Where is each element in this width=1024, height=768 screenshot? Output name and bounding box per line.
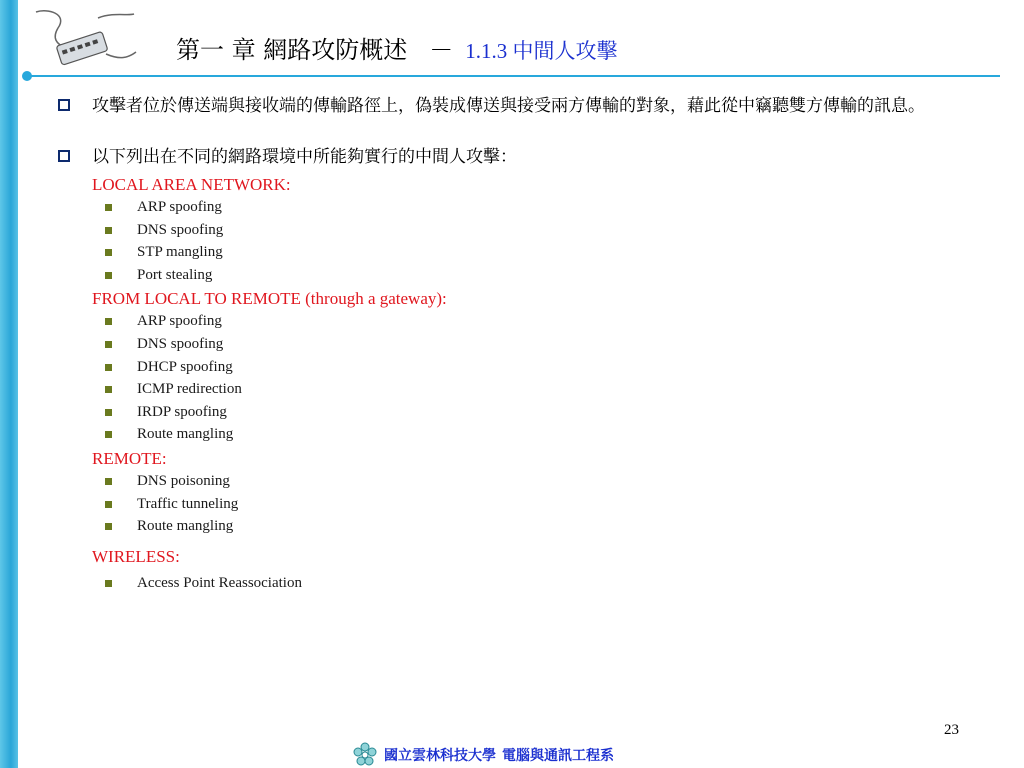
list-item <box>137 241 996 264</box>
list-item-text: Access Point Reassociation <box>137 574 302 591</box>
header-divider-dot <box>22 71 32 81</box>
square-bullet-icon <box>105 364 112 371</box>
list-item <box>137 310 996 333</box>
title-dash: － <box>429 36 454 64</box>
section-heading-lan: LOCAL AREA NETWORK: <box>92 175 291 194</box>
list-item-text: DHCP spoofing <box>137 358 233 375</box>
hollow-square-bullet-icon <box>58 150 70 162</box>
list-item-text: Traffic tunneling <box>137 495 239 512</box>
list-item-text: STP mangling <box>137 244 223 261</box>
list-item-text: DNS spoofing <box>137 221 224 238</box>
list-item-text: Route mangling <box>137 426 234 443</box>
list-item <box>137 423 996 446</box>
slide-content <box>56 92 996 594</box>
list-item-text: Port stealing <box>137 266 213 283</box>
square-bullet-icon <box>105 318 112 325</box>
section-heading-remote: REMOTE: <box>92 448 167 468</box>
list-item <box>137 333 996 356</box>
square-bullet-icon <box>105 204 112 211</box>
left-accent-bar <box>0 0 18 768</box>
square-bullet-icon <box>105 386 112 393</box>
list-item <box>137 219 996 242</box>
square-bullet-icon <box>105 272 112 279</box>
list-item <box>137 493 996 516</box>
square-bullet-icon <box>105 341 112 348</box>
list-item <box>137 572 996 595</box>
list-item-text: Route mangling <box>137 518 234 535</box>
section-heading-local-to-remote: FROM LOCAL TO REMOTE (through a gateway): <box>92 289 447 309</box>
network-device-icon <box>28 8 138 70</box>
main-bullet-text: 以下列出在不同的網路環境中所能夠實行的中間人攻擊： <box>92 147 517 167</box>
section-heading-wireless: WIRELESS: <box>92 546 180 566</box>
list-item <box>137 264 996 287</box>
square-bullet-icon <box>105 478 112 485</box>
header-divider <box>24 75 1000 77</box>
square-bullet-icon <box>105 227 112 234</box>
flower-logo-icon <box>352 742 378 768</box>
main-bullet-item <box>56 143 996 172</box>
square-bullet-icon <box>105 580 112 587</box>
list-item-text: DNS poisoning <box>137 472 230 489</box>
page-title <box>176 30 618 65</box>
square-bullet-icon <box>105 409 112 416</box>
main-bullet-item <box>56 92 996 121</box>
list-item <box>137 515 996 538</box>
section-subtitle: 1.1.3 中間人攻擊 <box>465 39 618 63</box>
chapter-title: 第一 章 網路攻防概述 <box>176 36 408 64</box>
list-item <box>137 378 996 401</box>
list-item <box>137 401 996 424</box>
footer-university: 國立雲林科技大學 <box>384 748 496 764</box>
list-item <box>137 356 996 379</box>
main-bullet-text: 攻擊者位於傳送端與接收端的傳輸路徑上，偽裝成傳送與接受兩方傳輸的對象，藉此從中竊聽雙方傳輸的訊息。 <box>92 96 925 116</box>
list-item-text: ICMP redirection <box>137 381 242 398</box>
list-item <box>137 470 996 493</box>
square-bullet-icon <box>105 431 112 438</box>
square-bullet-icon <box>105 501 112 508</box>
list-item-text: ARP spoofing <box>137 199 222 215</box>
page-number: 23 <box>944 722 959 738</box>
list-item-text: IRDP spoofing <box>137 403 227 420</box>
list-item <box>137 196 996 219</box>
list-item-text: ARP spoofing <box>137 313 222 330</box>
hollow-square-bullet-icon <box>58 99 70 111</box>
square-bullet-icon <box>105 249 112 256</box>
list-item-text: DNS spoofing <box>137 335 224 352</box>
footer <box>352 742 614 768</box>
square-bullet-icon <box>105 523 112 530</box>
footer-department: 電腦與通訊工程系 <box>502 748 614 764</box>
